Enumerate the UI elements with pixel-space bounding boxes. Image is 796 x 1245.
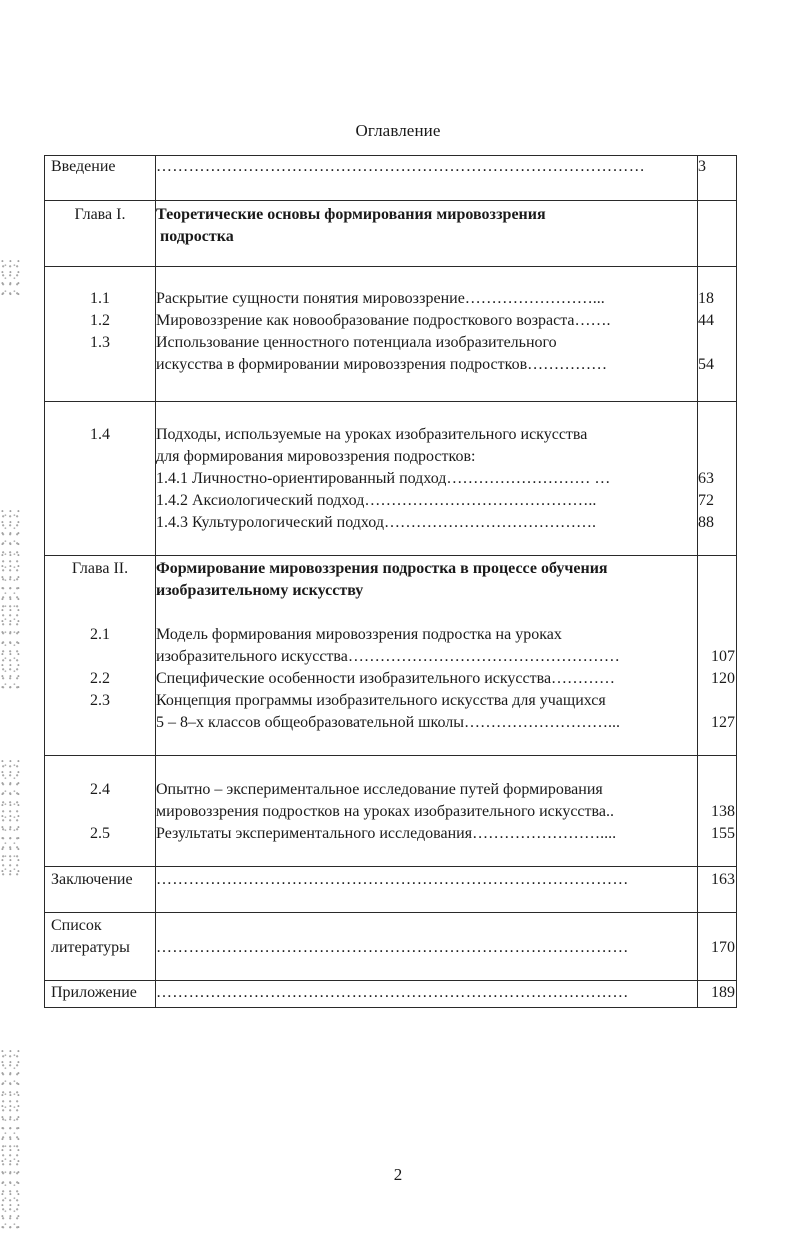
toc-dots: …………………………………………………………………………… bbox=[156, 913, 698, 981]
toc-page: 189 bbox=[698, 981, 737, 1008]
toc-page: 170 bbox=[698, 913, 737, 981]
toc-dots: …………………………………………………………………………… bbox=[156, 867, 698, 913]
chapter-title: Теоретические основы формирования мировоззрения подростка bbox=[156, 201, 698, 267]
scan-artifact bbox=[0, 760, 22, 880]
toc-entry[interactable]: Раскрытие сущности понятия мировоззрение……………………... bbox=[156, 290, 605, 307]
section-titles: Подходы, используемые на уроках изобразительного искусства для формирования мировоззрения подростков: 1.4.1 Личностно-ориентированный подход……………………… … 1.4.2 Аксиологический подход…………………………………….. 1.4.3 Культурологический подход…………………………………. bbox=[156, 402, 698, 556]
toc-entry[interactable]: Использование ценностного потенциала изобразительного bbox=[156, 334, 557, 351]
section-titles bbox=[156, 267, 698, 402]
toc-dots: ……………………………………………………………………………… bbox=[156, 156, 698, 201]
toc-row-section-1-4[interactable] bbox=[45, 402, 737, 556]
chapter-title: Формирование мировоззрения подростка в процессе обучения bbox=[156, 560, 608, 577]
toc-label: Введение bbox=[45, 156, 156, 201]
toc-row-introduction[interactable] bbox=[45, 156, 737, 201]
toc-entry[interactable]: Специфические особенности изобразительного искусства………… bbox=[156, 670, 616, 687]
toc-row-chapter-1[interactable] bbox=[45, 201, 737, 267]
toc-entry[interactable]: изобразительного искусства…………………………………………… bbox=[156, 648, 620, 665]
section-titles bbox=[156, 556, 698, 756]
toc-label: Список литературы bbox=[45, 913, 156, 981]
section-numbers: 2.4 2.5 bbox=[45, 756, 156, 867]
toc-entry[interactable]: Мировоззрение как новообразование подросткового возраста……. bbox=[156, 312, 611, 329]
section-pages: 138 155 bbox=[698, 756, 737, 867]
toc-label: Приложение bbox=[45, 981, 156, 1008]
scan-artifact bbox=[0, 1050, 22, 1230]
toc-entry[interactable]: мировоззрения подростков на уроках изобразительного искусства.. bbox=[156, 803, 614, 820]
toc-row-sections-2-4-to-2-5[interactable] bbox=[45, 756, 737, 867]
toc-entry[interactable]: искусства в формировании мировоззрения подростков…………… bbox=[156, 356, 608, 373]
toc-entry[interactable]: 5 – 8–х классов общеобразовательной школы………………………... bbox=[156, 714, 620, 731]
toc-row-conclusion[interactable] bbox=[45, 867, 737, 913]
toc-label: Заключение bbox=[45, 867, 156, 913]
toc-row-chapter-2[interactable] bbox=[45, 556, 737, 756]
toc-row-appendix[interactable] bbox=[45, 981, 737, 1008]
toc-entry[interactable]: 1.4.2 Аксиологический подход…………………………………….. bbox=[156, 492, 597, 509]
toc-entry[interactable]: 1.4.3 Культурологический подход…………………………………. bbox=[156, 514, 596, 531]
section-pages: 107 120 127 bbox=[698, 556, 737, 756]
section-titles bbox=[156, 756, 698, 867]
chapter-label: Глава II. 2.1 2.2 2.3 bbox=[45, 556, 156, 756]
section-pages: 18 44 54 bbox=[698, 267, 737, 402]
toc-entry[interactable]: 1.4.1 Личностно-ориентированный подход……………………… … bbox=[156, 470, 611, 487]
chapter-label: Глава I. bbox=[45, 201, 156, 267]
toc-entry[interactable]: Модель формирования мировоззрения подростка на уроках bbox=[156, 626, 562, 643]
toc-entry[interactable]: Опытно – экспериментальное исследование путей формирования bbox=[156, 781, 603, 798]
toc-page: 163 bbox=[698, 867, 737, 913]
toc-row-sections-1-1-to-1-3[interactable] bbox=[45, 267, 737, 402]
scan-artifact bbox=[0, 260, 22, 300]
section-numbers: 1.1 1.2 1.3 bbox=[45, 267, 156, 402]
toc-entry[interactable]: Концепция программы изобразительного искусства для учащихся bbox=[156, 692, 606, 709]
toc-row-bibliography[interactable] bbox=[45, 913, 737, 981]
section-pages: 63 72 88 bbox=[698, 402, 737, 556]
chapter-title: изобразительному искусству bbox=[156, 582, 364, 599]
toc-entry[interactable]: Результаты экспериментального исследования…………………….... bbox=[156, 825, 617, 842]
page-number: 2 bbox=[393, 1165, 403, 1184]
table-of-contents bbox=[44, 155, 737, 1008]
toc-page: 3 bbox=[698, 156, 737, 201]
section-number: 1.4 bbox=[45, 402, 156, 556]
toc-dots: …………………………………………………………………………… bbox=[156, 981, 698, 1008]
toc-page bbox=[698, 201, 737, 267]
scan-artifact bbox=[0, 510, 22, 690]
page-title: Оглавление bbox=[355, 121, 441, 140]
